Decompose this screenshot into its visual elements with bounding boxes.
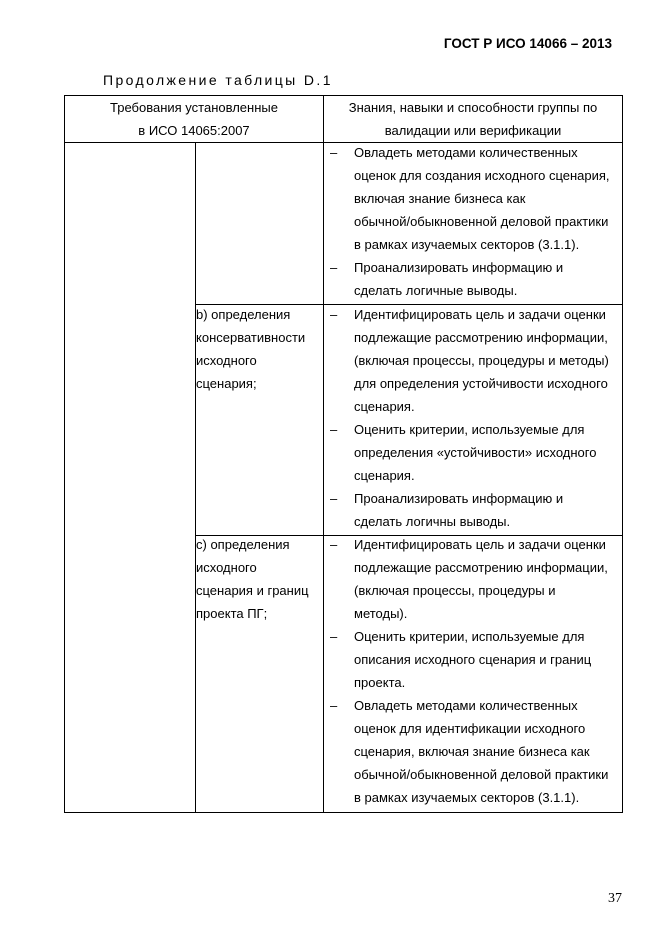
- document-standard-code: ГОСТ Р ИСО 14066 – 2013: [443, 36, 612, 51]
- list-item-text: Оценить критерии, используемые для описания исходного сценария и границ проекта.: [354, 629, 592, 690]
- page-number: 37: [608, 891, 622, 906]
- list-item-text: Овладеть методами количественных оценок для идентификации исходного сценария, включая знание бизнеса как обычной/обыкновенной деловой практики в рамках изучаемых секторов (3.1.1).: [354, 698, 609, 805]
- list-item-text: Проанализировать информацию и сделать логичные выводы.: [354, 260, 564, 298]
- list-dash: –: [330, 145, 338, 160]
- column-header-text: Знания, навыки и способности группы по валидации или верификации: [348, 99, 598, 138]
- column-header-text: Требования установленные в ИСО 14065:2007: [110, 99, 278, 138]
- list-dash: –: [330, 698, 338, 713]
- list-dash: –: [330, 422, 338, 437]
- list-item-text: Идентифицировать цель и задачи оценки подлежащие рассмотрению информации, (включая процессы, процедуры и методы) для определения устойчивости исходного сценария.: [354, 307, 609, 414]
- list-dash: –: [330, 260, 338, 275]
- list-item: [330, 303, 622, 418]
- list-dash: –: [330, 629, 338, 644]
- list-item-text: Проанализировать информацию и сделать логичны выводы.: [354, 491, 564, 529]
- table-row-knowledge-list: [330, 533, 622, 809]
- list-item-text: Овладеть методами количественных оценок для создания исходного сценария, включая знание бизнеса как обычной/обыкновенной деловой практики в рамках изучаемых секторов (3.1.1).: [354, 145, 610, 252]
- subcolumn-divider: [195, 142, 196, 813]
- list-item: [330, 694, 622, 809]
- list-dash: –: [330, 491, 338, 506]
- list-item-text: Оценить критерии, используемые для определения «устойчивости» исходного сценария.: [354, 422, 597, 483]
- table-row-sub-requirement: c) определения исходного сценария и границ проекта ПГ;: [196, 537, 309, 621]
- table-continuation-caption: Продолжение таблицы D.1: [103, 72, 333, 88]
- list-item: [330, 256, 622, 302]
- table-row-knowledge-list: [330, 141, 622, 302]
- table-row-knowledge-list: [330, 303, 622, 533]
- list-item: [330, 141, 622, 256]
- column-header-requirements: [65, 95, 323, 142]
- list-item: [330, 487, 622, 533]
- list-item: [330, 418, 622, 487]
- list-item: [330, 625, 622, 694]
- column-divider: [323, 95, 324, 813]
- table-row-sub-requirement: b) определения консервативности исходного сценария;: [196, 307, 306, 391]
- list-item: [330, 533, 622, 625]
- column-header-knowledge: [324, 95, 622, 142]
- list-dash: –: [330, 537, 338, 552]
- list-item-text: Идентифицировать цель и задачи оценки подлежащие рассмотрению информации, (включая процессы, процедуры и методы).: [354, 537, 608, 621]
- list-dash: –: [330, 307, 338, 322]
